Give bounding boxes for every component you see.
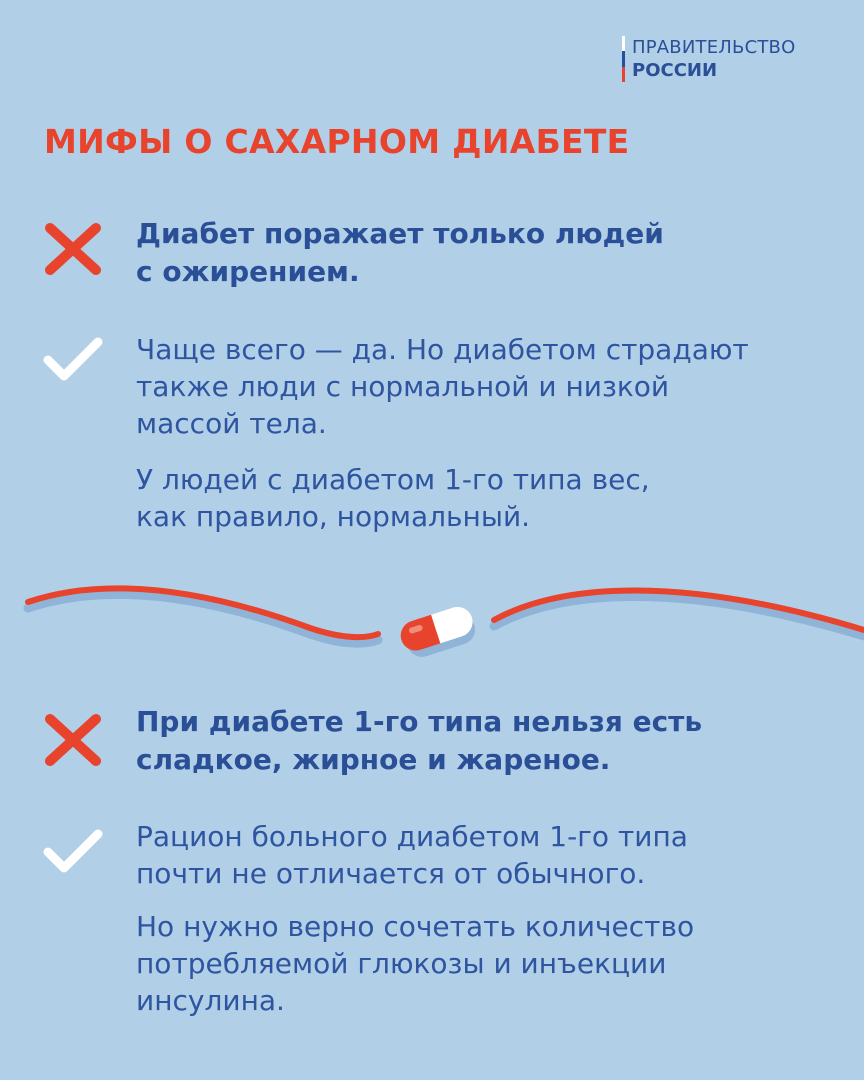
logo-line-1: ПРАВИТЕЛЬСТВО xyxy=(632,37,796,58)
myth-2-line-1: При диабете 1-го типа нельзя есть xyxy=(136,705,703,738)
fact-2-p2-line-3: инсулина. xyxy=(136,984,285,1017)
myth-1-line-1: Диабет поражает только людей xyxy=(136,217,664,250)
fact-2-p1-line-2: почти не отличается от обычного. xyxy=(136,857,646,890)
fact-2-p2-line-2: потребляемой глюкозы и инъекции xyxy=(136,947,667,980)
fact-1-paragraph-2 xyxy=(136,461,650,535)
cross-icon xyxy=(44,222,102,276)
fact-2-paragraph-1 xyxy=(136,818,688,892)
fact-1-paragraph-1 xyxy=(136,331,749,442)
fact-2-paragraph-2 xyxy=(136,908,694,1019)
wave-divider xyxy=(0,560,864,670)
fact-1-p1-line-2: также люди с нормальной и низкой xyxy=(136,370,670,403)
flag-stripe xyxy=(622,36,625,82)
check-icon xyxy=(42,334,104,384)
page-title: МИФЫ О САХАРНОМ ДИАБЕТЕ xyxy=(44,122,630,161)
myth-1-text xyxy=(136,215,664,291)
myth-2-line-2: сладкое, жирное и жареное. xyxy=(136,743,611,776)
fact-1-p2-line-1: У людей с диабетом 1-го типа вес, xyxy=(136,463,650,496)
fact-1-p1-line-1: Чаще всего — да. Но диабетом страдают xyxy=(136,333,749,366)
pill-icon xyxy=(397,603,479,662)
myth-1-line-2: с ожирением. xyxy=(136,255,360,288)
logo-line-2: РОССИИ xyxy=(632,60,718,81)
check-icon xyxy=(42,826,104,876)
myth-2-text xyxy=(136,703,702,779)
logo-text xyxy=(632,36,795,82)
cross-icon xyxy=(44,713,102,767)
fact-1-p1-line-3: массой тела. xyxy=(136,407,327,440)
government-logo xyxy=(622,36,795,82)
fact-1-p2-line-2: как правило, нормальный. xyxy=(136,500,531,533)
fact-2-p1-line-1: Рацион больного диабетом 1-го типа xyxy=(136,820,688,853)
fact-2-p2-line-1: Но нужно верно сочетать количество xyxy=(136,910,695,943)
